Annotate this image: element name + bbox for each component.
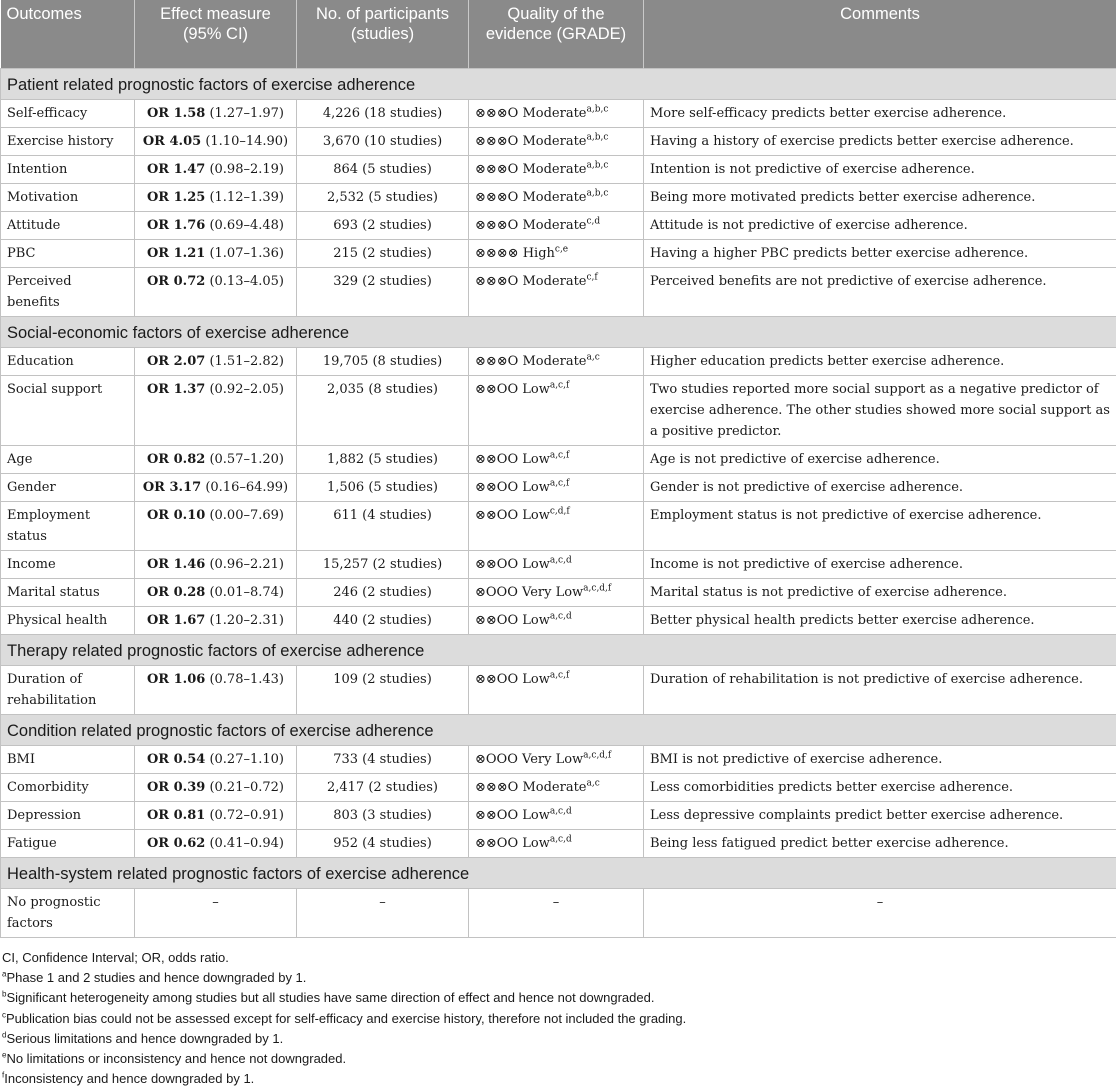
grade-cell: [469, 446, 644, 474]
grade-cell: [469, 474, 644, 502]
comment-cell: Better physical health predicts better exercise adherence.: [644, 607, 1116, 635]
participants-cell: 109 (2 studies): [297, 666, 469, 715]
effect-cell: [135, 579, 297, 607]
participants-cell: 733 (4 studies): [297, 746, 469, 774]
effect-cell: [135, 376, 297, 446]
table-row: [1, 184, 1116, 212]
grade-rating: ⊗⊗⊗O Moderate: [475, 106, 587, 121]
grade-rating: ⊗⊗OO Low: [475, 557, 550, 572]
footnote-text: CI, Confidence Interval; OR, odds ratio.: [2, 950, 229, 965]
table-row: [1, 474, 1116, 502]
table-row: [1, 746, 1116, 774]
effect-cell: [135, 889, 297, 938]
grade-footnote-marks: a,c: [587, 779, 600, 789]
grade-rating: ⊗⊗⊗O Moderate: [475, 218, 587, 233]
outcome-cell: Fatigue: [1, 830, 135, 858]
footnote-text: No limitations or inconsistency and hence not downgraded.: [6, 1051, 346, 1066]
effect-cell: [135, 268, 297, 317]
footnote-text: Publication bias could not be assessed except for self-efficacy and exercise history, therefore not included the grading.: [6, 1011, 686, 1026]
confidence-interval: (1.27–1.97): [209, 106, 284, 121]
footnote-mark: b: [2, 990, 6, 999]
table-row: [1, 348, 1116, 376]
comment-cell: Having a history of exercise predicts better exercise adherence.: [644, 128, 1116, 156]
grade-footnote-marks: c,d: [587, 217, 601, 227]
comment-cell: Being more motivated predicts better exercise adherence.: [644, 184, 1116, 212]
table-row: [1, 774, 1116, 802]
header-quality: Quality of the evidence (GRADE): [469, 0, 644, 69]
effect-cell: [135, 551, 297, 579]
odds-ratio: OR 0.28: [147, 585, 205, 600]
grade-footnote-marks: a,b,c: [587, 189, 609, 199]
grade-rating: ⊗⊗⊗O Moderate: [475, 162, 587, 177]
odds-ratio: OR 1.76: [147, 218, 205, 233]
comment-cell: Income is not predictive of exercise adherence.: [644, 551, 1116, 579]
grade-cell: [469, 376, 644, 446]
odds-ratio: OR 1.21: [147, 246, 205, 261]
comment-cell: Attitude is not predictive of exercise adherence.: [644, 212, 1116, 240]
grade-rating: ⊗⊗OO Low: [475, 836, 550, 851]
confidence-interval: (1.07–1.36): [209, 246, 284, 261]
section-row: [1, 858, 1116, 889]
grade-footnote-marks: c,f: [587, 273, 598, 283]
grade-footnote-marks: a,c,d: [550, 807, 572, 817]
confidence-interval: (0.27–1.10): [209, 752, 284, 767]
footnote-text: Phase 1 and 2 studies and hence downgraded by 1.: [6, 970, 306, 985]
table-row: [1, 830, 1116, 858]
table-row: [1, 551, 1116, 579]
grade-rating: ⊗⊗⊗O Moderate: [475, 780, 587, 795]
grade-footnote-marks: a,b,c: [587, 161, 609, 171]
comment-cell: Employment status is not predictive of exercise adherence.: [644, 502, 1116, 551]
grade-cell: [469, 268, 644, 317]
header-effect-measure: Effect measure (95% CI): [135, 0, 297, 69]
effect-cell: [135, 802, 297, 830]
table-row: [1, 802, 1116, 830]
participants-cell: 1,506 (5 studies): [297, 474, 469, 502]
participants-cell: 3,670 (10 studies): [297, 128, 469, 156]
footnote-text: Serious limitations and hence downgraded by 1.: [6, 1031, 283, 1046]
odds-ratio: OR 1.58: [147, 106, 205, 121]
grade-footnote-marks: c,d,f: [550, 507, 570, 517]
comment-cell: More self-efficacy predicts better exercise adherence.: [644, 100, 1116, 128]
confidence-interval: (0.41–0.94): [209, 836, 284, 851]
odds-ratio: OR 0.39: [147, 780, 205, 795]
grade-cell: [469, 579, 644, 607]
footnote-mark: c: [2, 1010, 6, 1019]
effect-cell: [135, 184, 297, 212]
grade-cell: [469, 128, 644, 156]
confidence-interval: (0.16–64.99): [205, 480, 288, 495]
participants-cell: 611 (4 studies): [297, 502, 469, 551]
odds-ratio: OR 1.46: [147, 557, 205, 572]
comment-cell: Less depressive complaints predict better exercise adherence.: [644, 802, 1116, 830]
grade-footnote-marks: a,c,f: [550, 451, 569, 461]
outcome-cell: Depression: [1, 802, 135, 830]
participants-cell: 4,226 (18 studies): [297, 100, 469, 128]
grade-cell: [469, 774, 644, 802]
participants-cell: 803 (3 studies): [297, 802, 469, 830]
grade-cell: [469, 666, 644, 715]
grade-cell: [469, 348, 644, 376]
section-title: Patient related prognostic factors of exercise adherence: [1, 69, 1116, 100]
outcome-cell: Perceived benefits: [1, 268, 135, 317]
outcome-cell: Physical health: [1, 607, 135, 635]
effect-cell: [135, 774, 297, 802]
effect-cell: [135, 746, 297, 774]
footnote: [2, 1029, 1116, 1049]
confidence-interval: (0.78–1.43): [209, 672, 284, 687]
footnote-text: Significant heterogeneity among studies but all studies have same direction of effect and hence not downgraded.: [6, 990, 654, 1005]
grade-cell: [469, 156, 644, 184]
grade-cell: [469, 802, 644, 830]
table-row: [1, 212, 1116, 240]
outcome-cell: Self-efficacy: [1, 100, 135, 128]
odds-ratio: OR 0.54: [147, 752, 205, 767]
table-row: [1, 502, 1116, 551]
section-row: [1, 635, 1116, 666]
comment-cell: Perceived benefits are not predictive of exercise adherence.: [644, 268, 1116, 317]
grade-rating: ⊗⊗OO Low: [475, 672, 550, 687]
footnote-mark: f: [2, 1071, 4, 1080]
grade-rating: ⊗⊗OO Low: [475, 480, 550, 495]
odds-ratio: OR 1.47: [147, 162, 205, 177]
confidence-interval: (1.10–14.90): [205, 134, 288, 149]
effect-cell: [135, 348, 297, 376]
grade-cell: [469, 607, 644, 635]
confidence-interval: –: [212, 895, 219, 910]
participants-cell: 1,882 (5 studies): [297, 446, 469, 474]
odds-ratio: OR 2.07: [147, 354, 205, 369]
participants-cell: –: [297, 889, 469, 938]
section-title: Condition related prognostic factors of exercise adherence: [1, 715, 1116, 746]
grade-footnote-marks: a,c,f: [550, 479, 569, 489]
footnote: [2, 1069, 1116, 1089]
grade-rating: ⊗⊗OO Low: [475, 508, 550, 523]
footnote-mark: e: [2, 1051, 6, 1060]
outcome-cell: No prognostic factors: [1, 889, 135, 938]
section-title: Health-system related prognostic factors of exercise adherence: [1, 858, 1116, 889]
grade-rating: ⊗OOO Very Low: [475, 752, 583, 767]
table-row: [1, 446, 1116, 474]
grade-footnote-marks: a,c,d,f: [583, 584, 611, 594]
grade-rating: ⊗⊗⊗O Moderate: [475, 354, 587, 369]
footnotes: [0, 938, 1116, 1089]
odds-ratio: OR 0.10: [147, 508, 205, 523]
grade-footnote-marks: a,c,d,f: [583, 751, 611, 761]
effect-cell: [135, 128, 297, 156]
grade-cell: [469, 100, 644, 128]
confidence-interval: (0.72–0.91): [209, 808, 284, 823]
grade-cell: [469, 240, 644, 268]
table-row: [1, 889, 1116, 938]
comment-cell: Two studies reported more social support as a negative predictor of exercise adherence. The other studies showed more social support as a positive predictor.: [644, 376, 1116, 446]
comment-cell: Intention is not predictive of exercise adherence.: [644, 156, 1116, 184]
outcome-cell: Age: [1, 446, 135, 474]
header-comments: Comments: [644, 0, 1116, 69]
participants-cell: 246 (2 studies): [297, 579, 469, 607]
footnote-text: Inconsistency and hence downgraded by 1.: [4, 1071, 254, 1086]
outcome-cell: Employment status: [1, 502, 135, 551]
grade-footnote-marks: a,c: [587, 353, 600, 363]
participants-cell: 693 (2 studies): [297, 212, 469, 240]
table-row: [1, 156, 1116, 184]
footnote: [2, 1049, 1116, 1069]
footnote: [2, 988, 1116, 1008]
header-participants: No. of participants (studies): [297, 0, 469, 69]
comment-cell: –: [644, 889, 1116, 938]
outcome-cell: Gender: [1, 474, 135, 502]
grade-footnote-marks: c,e: [555, 245, 568, 255]
outcome-cell: Intention: [1, 156, 135, 184]
comment-cell: Less comorbidities predicts better exercise adherence.: [644, 774, 1116, 802]
grade-footnote-marks: a,c,f: [550, 671, 569, 681]
outcome-cell: BMI: [1, 746, 135, 774]
grade-rating: ⊗⊗⊗O Moderate: [475, 134, 587, 149]
odds-ratio: OR 1.37: [147, 382, 205, 397]
table-row: [1, 100, 1116, 128]
participants-cell: 19,705 (8 studies): [297, 348, 469, 376]
grade-cell: [469, 889, 644, 938]
outcome-cell: Exercise history: [1, 128, 135, 156]
confidence-interval: (0.01–8.74): [209, 585, 284, 600]
outcome-cell: Social support: [1, 376, 135, 446]
grade-rating: ⊗⊗OO Low: [475, 613, 550, 628]
confidence-interval: (0.96–2.21): [209, 557, 284, 572]
table-row: [1, 376, 1116, 446]
grade-cell: [469, 746, 644, 774]
comment-cell: Duration of rehabilitation is not predictive of exercise adherence.: [644, 666, 1116, 715]
section-title: Therapy related prognostic factors of exercise adherence: [1, 635, 1116, 666]
outcome-cell: Duration of rehabilitation: [1, 666, 135, 715]
grade-rating: ⊗⊗⊗O Moderate: [475, 190, 587, 205]
grade-footnote-marks: a,b,c: [587, 105, 609, 115]
section-row: [1, 317, 1116, 348]
footnote: [2, 1009, 1116, 1029]
odds-ratio: OR 1.67: [147, 613, 205, 628]
outcome-cell: Attitude: [1, 212, 135, 240]
participants-cell: 952 (4 studies): [297, 830, 469, 858]
participants-cell: 15,257 (2 studies): [297, 551, 469, 579]
footnote-mark: a: [2, 970, 6, 979]
outcome-cell: Education: [1, 348, 135, 376]
grade-cell: [469, 830, 644, 858]
odds-ratio: OR 0.72: [147, 274, 205, 289]
odds-ratio: OR 1.25: [147, 190, 205, 205]
outcome-cell: Motivation: [1, 184, 135, 212]
header-outcomes: Outcomes: [1, 0, 135, 69]
grade-rating: ⊗⊗OO Low: [475, 808, 550, 823]
participants-cell: 215 (2 studies): [297, 240, 469, 268]
grade-cell: [469, 551, 644, 579]
effect-cell: [135, 240, 297, 268]
table-row: [1, 607, 1116, 635]
grade-rating: ⊗⊗OO Low: [475, 382, 550, 397]
grade-footnote-marks: a,c,f: [550, 381, 569, 391]
outcome-cell: Comorbidity: [1, 774, 135, 802]
confidence-interval: (1.12–1.39): [209, 190, 284, 205]
footnote: [2, 948, 1116, 968]
footnote-mark: d: [2, 1030, 6, 1039]
participants-cell: 2,417 (2 studies): [297, 774, 469, 802]
odds-ratio: OR 1.06: [147, 672, 205, 687]
participants-cell: 440 (2 studies): [297, 607, 469, 635]
table-row: [1, 128, 1116, 156]
participants-cell: 2,532 (5 studies): [297, 184, 469, 212]
comment-cell: Being less fatigued predict better exercise adherence.: [644, 830, 1116, 858]
participants-cell: 864 (5 studies): [297, 156, 469, 184]
confidence-interval: (0.57–1.20): [209, 452, 284, 467]
comment-cell: Higher education predicts better exercise adherence.: [644, 348, 1116, 376]
effect-cell: [135, 666, 297, 715]
effect-cell: [135, 100, 297, 128]
table-row: [1, 579, 1116, 607]
comment-cell: Age is not predictive of exercise adherence.: [644, 446, 1116, 474]
grade-cell: [469, 502, 644, 551]
participants-cell: 329 (2 studies): [297, 268, 469, 317]
table-body: [1, 69, 1116, 938]
confidence-interval: (0.13–4.05): [209, 274, 284, 289]
effect-cell: [135, 156, 297, 184]
grade-footnote-marks: a,c,d: [550, 556, 572, 566]
comment-cell: Marital status is not predictive of exercise adherence.: [644, 579, 1116, 607]
confidence-interval: (0.69–4.48): [209, 218, 284, 233]
participants-cell: 2,035 (8 studies): [297, 376, 469, 446]
outcome-cell: PBC: [1, 240, 135, 268]
header-row: [1, 0, 1116, 69]
grade-footnote-marks: a,c,d: [550, 835, 572, 845]
section-row: [1, 715, 1116, 746]
odds-ratio: OR 0.81: [147, 808, 205, 823]
confidence-interval: (0.98–2.19): [209, 162, 284, 177]
grade-footnote-marks: a,c,d: [550, 612, 572, 622]
odds-ratio: OR 0.82: [147, 452, 205, 467]
effect-cell: [135, 830, 297, 858]
comment-cell: BMI is not predictive of exercise adherence.: [644, 746, 1116, 774]
comment-cell: Gender is not predictive of exercise adherence.: [644, 474, 1116, 502]
section-row: [1, 69, 1116, 100]
grade-footnote-marks: a,b,c: [587, 133, 609, 143]
comment-cell: Having a higher PBC predicts better exercise adherence.: [644, 240, 1116, 268]
grade-rating: ⊗⊗⊗O Moderate: [475, 274, 587, 289]
effect-cell: [135, 502, 297, 551]
footnote: [2, 968, 1116, 988]
table-row: [1, 666, 1116, 715]
grade-rating: ⊗⊗OO Low: [475, 452, 550, 467]
effect-cell: [135, 607, 297, 635]
odds-ratio: OR 3.17: [143, 480, 201, 495]
table-row: [1, 240, 1116, 268]
effect-cell: [135, 474, 297, 502]
grade-rating: ⊗OOO Very Low: [475, 585, 583, 600]
confidence-interval: (1.20–2.31): [209, 613, 284, 628]
confidence-interval: (1.51–2.82): [209, 354, 284, 369]
odds-ratio: OR 4.05: [143, 134, 201, 149]
table-row: [1, 268, 1116, 317]
outcome-cell: Income: [1, 551, 135, 579]
grade-rating: –: [553, 895, 560, 910]
odds-ratio: OR 0.62: [147, 836, 205, 851]
outcome-cell: Marital status: [1, 579, 135, 607]
effect-cell: [135, 212, 297, 240]
confidence-interval: (0.00–7.69): [209, 508, 284, 523]
grade-cell: [469, 184, 644, 212]
effect-cell: [135, 446, 297, 474]
section-title: Social-economic factors of exercise adherence: [1, 317, 1116, 348]
confidence-interval: (0.21–0.72): [209, 780, 284, 795]
confidence-interval: (0.92–2.05): [209, 382, 284, 397]
grade-cell: [469, 212, 644, 240]
grade-rating: ⊗⊗⊗⊗ High: [475, 246, 555, 261]
